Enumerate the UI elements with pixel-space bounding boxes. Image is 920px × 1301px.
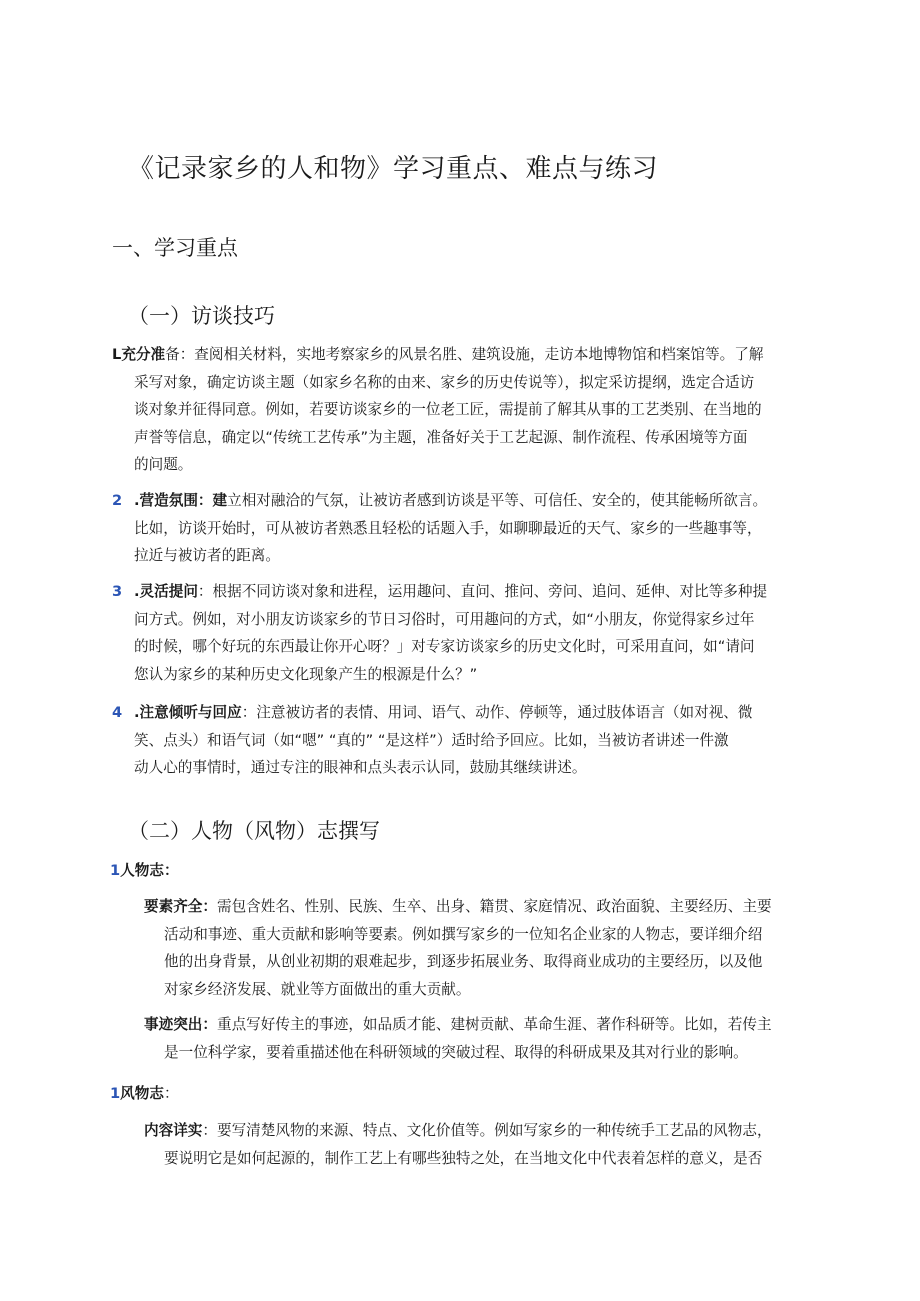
item-3-line-2: 的时候，哪个好玩的东西最让你开心呀？」对专家访谈家乡的历史文化时，可采用直问，如“请问 [134,638,755,656]
people-entry-deeds-line-0: 重点写好传主的事迹，如品质才能、建树贡献、革命生涯、著作科研等。比如，若传主 [216,1016,772,1033]
item-1-num: L [112,346,122,363]
interview-item-4 [134,699,814,782]
item-2-label: .营造氛围：建 [134,492,228,509]
item-2-line-1: 比如，访谈开始时，可从被访者熟悉且轻松的话题入手，如聊聊最近的天气、家乡的一些趣事等， [134,519,762,537]
document-title: 《记录家乡的人和物》学习重点、难点与练习 [128,154,659,184]
group-people-num: 1 [110,862,121,879]
subsection-heading-interview-skills: （一）访谈技巧 [128,304,275,328]
group-people-heading [110,857,179,885]
item-1-line-0: 备：查阅相关材料，实地考察家乡的风景名胜、建筑设施，走访本地博物馆和档案馆等。了解 [165,346,764,363]
people-entry-elements-line-2: 他的出身背景，从创业初期的艰难起步，到逐步拓展业务、取得商业成功的主要经历，以及他 [164,953,763,971]
item-3-num: 3 [112,583,123,600]
local-products-entry-content [144,1117,816,1172]
interview-item-3 [134,578,814,688]
item-1-label: 充分准 [121,346,166,363]
people-entry-elements [144,893,816,1003]
item-4-label: .注意倾听与回应 [134,704,242,721]
item-3-line-0: ：根据不同访谈对象和进程，运用趣问、直问、推问、旁问、追问、延伸、对比等多种提 [197,583,768,600]
subsection-heading-profile-writing: （二）人物（风物）志撰写 [128,819,380,843]
people-entry-deeds-line-1: 是一位科学家，要着重描述他在科研领域的突破过程、取得的科研成果及其对行业的影响。 [164,1043,748,1061]
people-entry-elements-line-3: 对家乡经济发展、就业等方面做出的重大贡献。 [164,980,471,998]
item-3-label: .灵活提问 [134,583,198,600]
people-entry-elements-line-0: 需包含姓名、性别、民族、生卒、出身、籍贯、家庭情况、政治面貌、主要经历、主要 [216,898,772,915]
section-heading-study-focus: 一、学习重点 [112,236,238,260]
item-4-line-2: 动人心的事情时，通过专注的眼神和点头表示认同，鼓励其继续讲述。 [134,759,587,777]
people-entry-deeds-label: 事迹突出： [144,1016,217,1033]
interview-item-2 [134,487,814,570]
item-4-line-0: ：注意被访者的表情、用词、语气、动作、停顿等，通过肢体语言（如对视、微 [241,704,753,721]
people-entry-elements-line-1: 活动和事迹、重大贡献和影响等要素。例如撰写家乡的一位知名企业家的人物志，要详细介绍 [164,925,763,943]
group-local-products-label: 风物志 [120,1085,164,1102]
item-1-line-1: 采写对象，确定访谈主题（如家乡名称的由来、家乡的历史传说等），拟定采访提纲，选定合适访 [134,373,755,391]
item-3-line-3: 您认为家乡的某种历史文化现象产生的根源是什么？” [134,665,478,683]
item-4-line-1: 笑、点头）和语气词（如“嗯” “真的” “是这样”）适时给予回应。比如，当被访者讲述一件激 [134,731,729,749]
people-entry-elements-label: 要素齐全： [144,898,217,915]
item-2-num: 2 [112,492,123,509]
item-1-line-2: 谈对象并征得同意。例如，若要访谈家乡的一位老工匠，需提前了解其从事的工艺类别、在当地的 [134,401,762,419]
local-products-entry-line-1: 要说明它是如何起源的，制作工艺上有哪些独特之处，在当地文化中代表着怎样的意义，是否 [164,1149,763,1167]
local-products-entry-label: 内容详实 [144,1122,203,1139]
group-local-products-suffix: ： [163,1085,179,1102]
local-products-entry-line-0: ：要写清楚风物的来源、特点、文化价值等。例如写家乡的一种传统手工艺品的风物志， [202,1122,772,1139]
group-local-products-heading [110,1080,179,1108]
people-entry-deeds [144,1011,816,1066]
item-4-num: 4 [112,704,123,721]
item-1-line-3: 声誉等信息，确定以“传统工艺传承”为主题，准备好关于工艺起源、制作流程、传承困境等方面 [134,428,748,446]
interview-item-1 [112,341,812,479]
group-people-label: 人物志： [120,862,179,879]
group-local-products-num: 1 [110,1085,121,1102]
item-1-line-4: 的问题。 [134,456,193,474]
item-2-line-2: 拉近与被访者的距离。 [134,547,280,565]
item-2-line-0: 立相对融洽的气氛，让被访者感到访谈是平等、可信任、安全的，使其能畅所欲言。 [227,492,768,509]
item-3-line-1: 问方式。例如，对小朋友访谈家乡的节日习俗时，可用趣问的方式，如“小朋友，你觉得家乡过年 [134,610,755,628]
